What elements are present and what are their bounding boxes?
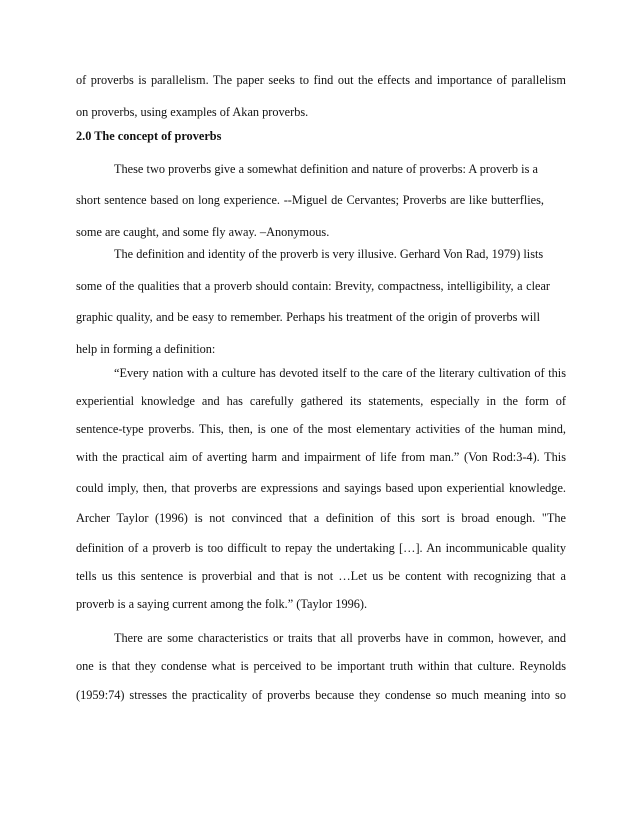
text-line: help in forming a definition: <box>76 342 216 356</box>
text-line: (1959:74) stresses the practicality of proverbs because they condense so much meaning into so <box>76 688 566 702</box>
text-line: tells us this sentence is proverbial and that is not …Let us be content with recognizing that a <box>76 569 566 583</box>
text-line: definition of a proverb is too difficult to repay the undertaking […]. An incommunicable quality <box>76 541 566 555</box>
text-line: These two proverbs give a somewhat definition and nature of proverbs: A proverb is a <box>114 162 538 176</box>
text-line: experiential knowledge and has carefully gathered its statements, especially in the form of <box>76 394 566 408</box>
text-line: some of the qualities that a proverb should contain: Brevity, compactness, intelligibility, a clear <box>76 279 550 293</box>
text-line: some are caught, and some fly away. –Anonymous. <box>76 225 330 239</box>
text-line-just: “Every nation with a culture has devoted itself to the care of the literary cultivation of this <box>114 366 566 380</box>
text-line: on proverbs, using examples of Akan proverbs. <box>76 105 309 119</box>
text-line: one is that they condense what is perceived to be important truth within that culture. Reynolds <box>76 659 566 673</box>
text-line: could imply, then, that proverbs are expressions and sayings based upon experiential knowledge. <box>76 481 566 495</box>
text-line-just: There are some characteristics or traits that all proverbs have in common, however, and <box>114 631 566 645</box>
text-line: Archer Taylor (1996) is not convinced that a definition of this sort is broad enough. "The <box>76 511 566 525</box>
text-line: short sentence based on long experience. --Miguel de Cervantes; Proverbs are like butterflies, <box>76 193 544 207</box>
text-line: The definition and identity of the proverb is very illusive. Gerhard Von Rad, 1979) lists <box>114 247 544 261</box>
text-line: proverb is a saying current among the folk.” (Taylor 1996). <box>76 597 368 611</box>
text-line: graphic quality, and be easy to remember. Perhaps his treatment of the origin of proverbs will <box>76 310 540 324</box>
section-heading: 2.0 The concept of proverbs <box>76 129 222 143</box>
text-line: with the practical aim of averting harm and impairment of life from man.” (Von Rod:3-4). This <box>76 450 566 464</box>
text-line: of proverbs is parallelism. The paper seeks to find out the effects and importance of parallelism <box>76 73 566 87</box>
text-line: sentence-type proverbs. This, then, is one of the most elementary activities of the human mind, <box>76 422 566 436</box>
